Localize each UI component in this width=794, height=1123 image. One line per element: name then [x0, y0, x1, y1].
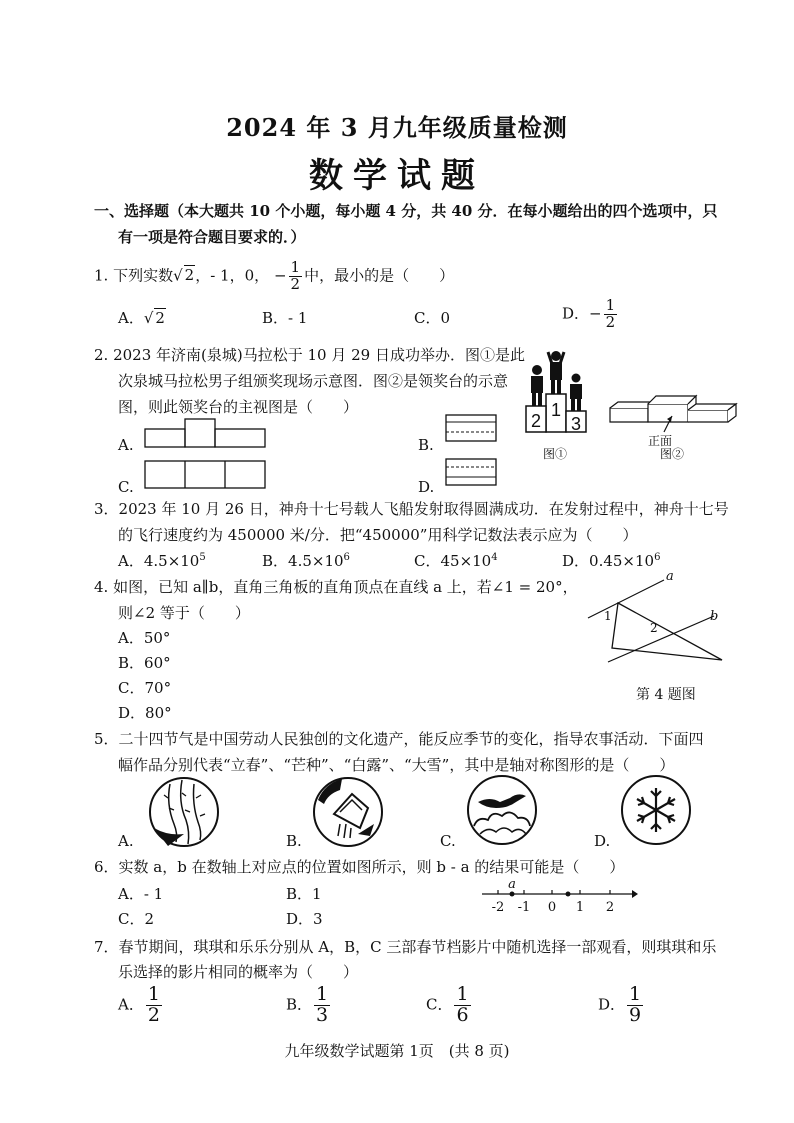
exam-subtitle: 数学试题 — [309, 156, 485, 196]
q2-option-c-label[interactable]: C. — [118, 478, 134, 496]
podium-number-3: 3 — [570, 414, 582, 434]
q5-option-b-figure[interactable] — [312, 776, 384, 848]
q7-option-b[interactable]: B． $\frac{1}{3}$ — [286, 983, 329, 1026]
q7-option-c[interactable]: C． $\frac{1}{6}$ — [426, 983, 469, 1026]
podium-number-2: 2 — [530, 411, 542, 431]
q1-neg: − — [273, 266, 287, 285]
q4-label-b: b — [710, 609, 719, 624]
q2-line3: 图，则此领奖台的主视图是（ ） — [118, 398, 359, 416]
q1-option-c[interactable]: C．0 — [414, 309, 451, 327]
q6-option-d[interactable]: D．3 — [286, 910, 323, 928]
q3-line1: 3．2023 年 10 月 26 日，神舟十七号载人飞船发射取得圆满成功．在发射过程中，神舟十七号 — [94, 500, 729, 518]
q1-stem: 1. 下列实数√ 2，- 1，0， − $\frac{1}{2}$ 中，最小的是（ ） — [94, 258, 455, 293]
q1-post: 中，最小的是（ ） — [304, 266, 455, 285]
q3-option-d[interactable]: D．$0.45\times 10^6$ — [562, 552, 661, 570]
section-heading-line1: 一、选择题（本大题共 10 个小题，每小题 4 分，共 40 分．在每小题给出的四个选项中，只 — [94, 202, 718, 220]
q5-option-a-label[interactable]: A. — [118, 832, 134, 850]
axis-point-label: a — [508, 877, 516, 892]
axis-tick-3: 1 — [575, 900, 585, 915]
podium-figure-2 — [608, 392, 738, 442]
q1-pre: 下列实数 — [113, 266, 174, 285]
q5-option-c-figure[interactable] — [466, 774, 538, 846]
podium-figure-1 — [518, 350, 594, 434]
q4-line2: 则∠2 等于（ ） — [118, 604, 250, 622]
q1-mid: ，- 1，0， — [195, 266, 270, 285]
q6-line1: 6．实数 a，b 在数轴上对应点的位置如图所示，则 b - a 的结果可能是（ ） — [94, 858, 625, 876]
q6-option-c[interactable]: C．2 — [118, 910, 155, 928]
q2-line1: 2. 2023 年济南(泉城)马拉松于 10 月 29 日成功举办．图①是此 — [94, 346, 525, 364]
q3-option-a[interactable]: A．$4.5\times 10^5$ — [118, 552, 206, 570]
q4-caption: 第 4 题图 — [636, 687, 696, 703]
axis-tick-1: -1 — [517, 900, 531, 915]
q5-option-b-label[interactable]: B. — [286, 832, 302, 850]
axis-tick-4: 2 — [605, 900, 615, 915]
q6-option-a[interactable]: A．- 1 — [118, 885, 164, 903]
q2-line2: 次泉城马拉松男子组颁奖现场示意图．图②是领奖台的示意 — [118, 372, 509, 390]
q3-option-c[interactable]: C．$45\times 10^4$ — [414, 552, 498, 570]
q5-option-a-figure[interactable] — [148, 776, 220, 848]
q5-option-c-label[interactable]: C. — [440, 832, 456, 850]
q2-option-d-figure[interactable] — [445, 458, 497, 486]
q2-option-d-label[interactable]: D. — [418, 478, 435, 496]
q2-option-a-figure[interactable] — [144, 418, 268, 450]
q4-line1: 4. 如图，已知 a∥b，直角三角板的直角顶点在直线 a 上，若∠1 = 20°， — [94, 578, 578, 596]
q7-line1: 7．春节期间，琪琪和乐乐分别从 A，B，C 三部春节档影片中随机选择一部观看，则琪琪和乐 — [94, 938, 717, 956]
q1-option-a[interactable]: A．√ 2 — [118, 309, 165, 327]
q4-geometry-figure — [586, 568, 726, 668]
q7-line2: 乐选择的影片相同的概率为（ ） — [118, 963, 359, 981]
q5-option-d-figure[interactable] — [620, 774, 692, 846]
q6-option-b[interactable]: B．1 — [286, 885, 322, 903]
q3-line2: 的飞行速度约为 450000 米/分．把“450000”用科学记数法表示应为（ ） — [118, 526, 638, 544]
q5-line1: 5．二十四节气是中国劳动人民独创的文化遗产，能反应季节的变化，指导农事活动．下面四 — [94, 730, 704, 748]
q4-angle-2: 2 — [650, 621, 658, 635]
fig1-caption: 图① — [543, 447, 568, 461]
q1-option-b[interactable]: B．- 1 — [262, 309, 308, 327]
q3-option-b[interactable]: B．$4.5\times 10^6$ — [262, 552, 350, 570]
front-label: 正面 — [648, 434, 673, 448]
q2-option-c-figure[interactable] — [144, 460, 268, 490]
q5-option-d-label[interactable]: D. — [594, 832, 611, 850]
q4-label-a: a — [666, 569, 674, 584]
fig2-caption: 图② — [660, 447, 685, 461]
q4-option-a[interactable]: A．50° — [118, 629, 171, 647]
exam-title: 2024 年 3 月九年级质量检测 — [226, 113, 568, 142]
q2-option-a-label[interactable]: A. — [118, 436, 134, 454]
section-heading-line2: 有一项是符合题目要求的．） — [118, 228, 306, 246]
q1-sqrt: 2 — [184, 266, 195, 285]
point-b-dot — [566, 892, 571, 897]
axis-tick-0: -2 — [491, 900, 505, 915]
point-a-dot — [510, 892, 515, 897]
q7-option-d[interactable]: D． $\frac{1}{9}$ — [598, 983, 642, 1026]
q6-number-line — [480, 876, 640, 916]
q4-option-d[interactable]: D．80° — [118, 704, 172, 722]
q1-option-d[interactable]: D．− $\frac{1}{2}$ — [562, 296, 616, 331]
q5-line2: 幅作品分别代表“立春”、“芒种”、“白露”、“大雪”，其中是轴对称图形的是（ ） — [118, 756, 675, 774]
q1-frac: $\frac{1}{2}$ — [290, 258, 301, 293]
page-footer: 九年级数学试题第 1页 (共 8 页) — [284, 1042, 510, 1060]
q4-option-b[interactable]: B．60° — [118, 654, 171, 672]
q4-option-c[interactable]: C．70° — [118, 679, 172, 697]
q7-option-a[interactable]: A． $\frac{1}{2}$ — [118, 983, 160, 1026]
q2-option-b-label[interactable]: B. — [418, 436, 434, 454]
podium-number-1: 1 — [550, 400, 562, 420]
q4-angle-1: 1 — [604, 609, 612, 623]
q2-option-b-figure[interactable] — [445, 414, 497, 442]
q1-number: 1. — [94, 266, 109, 285]
axis-tick-2: 0 — [547, 900, 557, 915]
